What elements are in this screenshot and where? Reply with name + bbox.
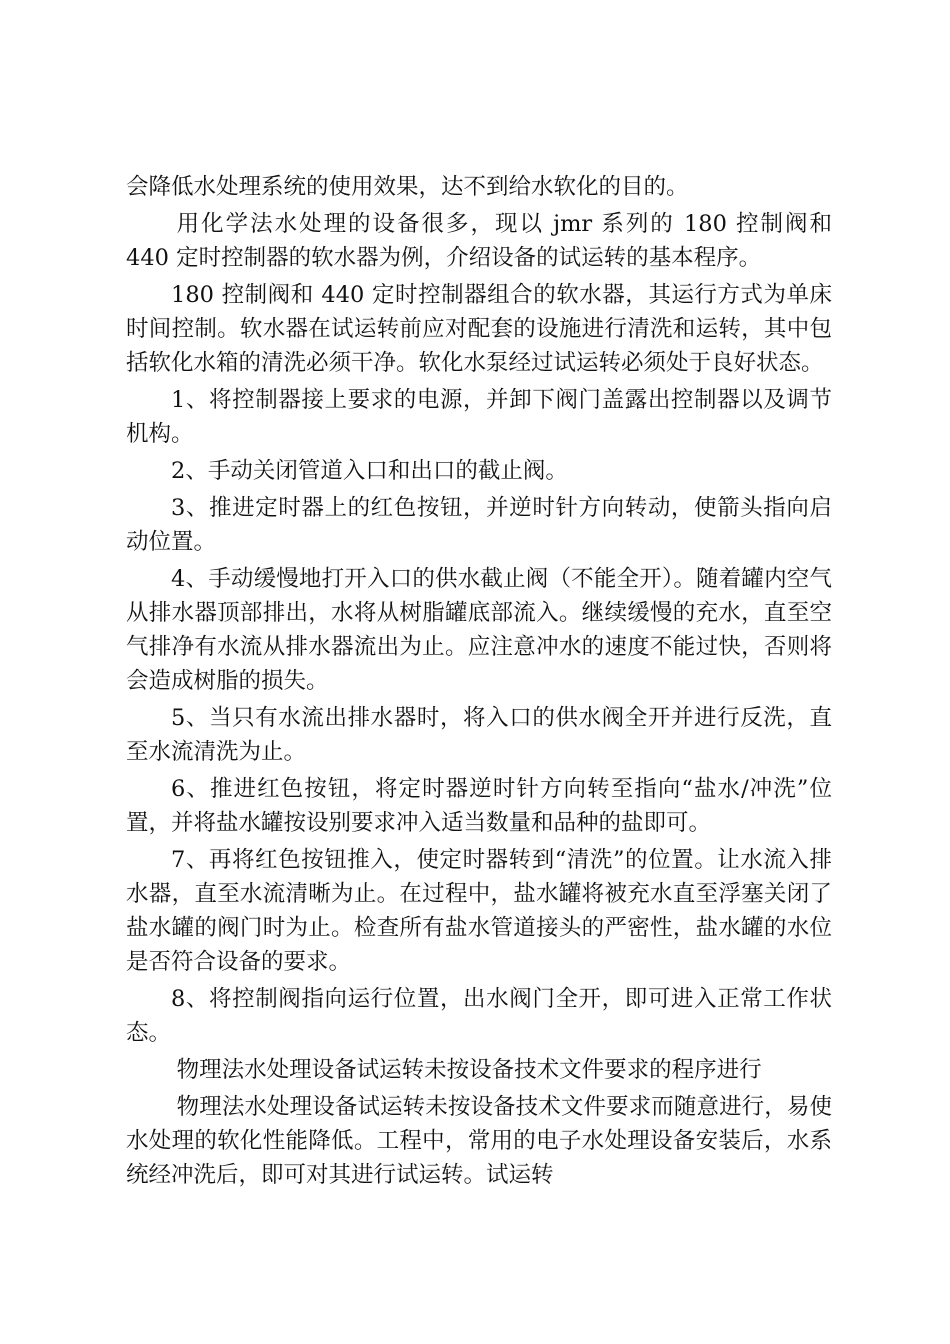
step-1: 1、将控制器接上要求的电源，并卸下阀门盖露出控制器以及调节机构。 (126, 387, 832, 447)
step-4: 4、手动缓慢地打开入口的供水截止阀（不能全开）。随着罐内空气从排水器顶部排出，水将从树脂罐底部流入。继续缓慢的充水，直至空气排净有水流从排水器流出为止。应注意冲水的速度不能过快，否则将会造成树脂的损失。 (126, 566, 832, 694)
step-6: 6、推进红色按钮，将定时器逆时针方向转至指向“盐水/冲洗”位置，并将盐水罐按设别要求冲入适当数量和品种的盐即可。 (126, 776, 832, 836)
paragraph-physical-method: 物理法水处理设备试运转未按设备技术文件要求而随意进行，易使水处理的软化性能降低。工程中，常用的电子水处理设备安装后，水系统经冲洗后，即可对其进行试运转。试运转 (126, 1094, 832, 1188)
step-7: 7、再将红色按钮推入，使定时器转到“清洗”的位置。让水流入排水器，直至水流清晰为止。在过程中，盐水罐将被充水直至浮塞关闭了盐水罐的阀门时为止。检查所有盐水管道接头的严密性，盐水罐的水位是否符合设备的要求。 (126, 847, 832, 975)
paragraph-continuation: 会降低水处理系统的使用效果，达不到给水软化的目的。 (126, 174, 689, 200)
paragraph-intro: 用化学法水处理的设备很多，现以 jmr 系列的 180 控制阀和 440 定时控制器的软水器为例，介绍设备的试运转的基本程序。 (126, 211, 832, 271)
section-heading-physical-method: 物理法水处理设备试运转未按设备技术文件要求的程序进行 (176, 1057, 762, 1083)
step-3: 3、推进定时器上的红色按钮，并逆时针方向转动，使箭头指向启动位置。 (126, 495, 832, 555)
step-2: 2、手动关闭管道入口和出口的截止阀。 (171, 458, 568, 484)
step-8: 8、将控制阀指向运行位置，出水阀门全开，即可进入正常工作状态。 (126, 986, 832, 1046)
step-5: 5、当只有水流出排水器时，将入口的供水阀全开并进行反洗，直至水流清洗为止。 (126, 705, 832, 765)
paragraph-softener-description: 180 控制阀和 440 定时控制器组合的软水器，其运行方式为单床时间控制。软水器在试运转前应对配套的设施进行清洗和运转，其中包括软化水箱的清洗必须干净。软化水泵经过试运转必须处于良好状态。 (126, 282, 832, 376)
document-body (126, 170, 832, 1195)
